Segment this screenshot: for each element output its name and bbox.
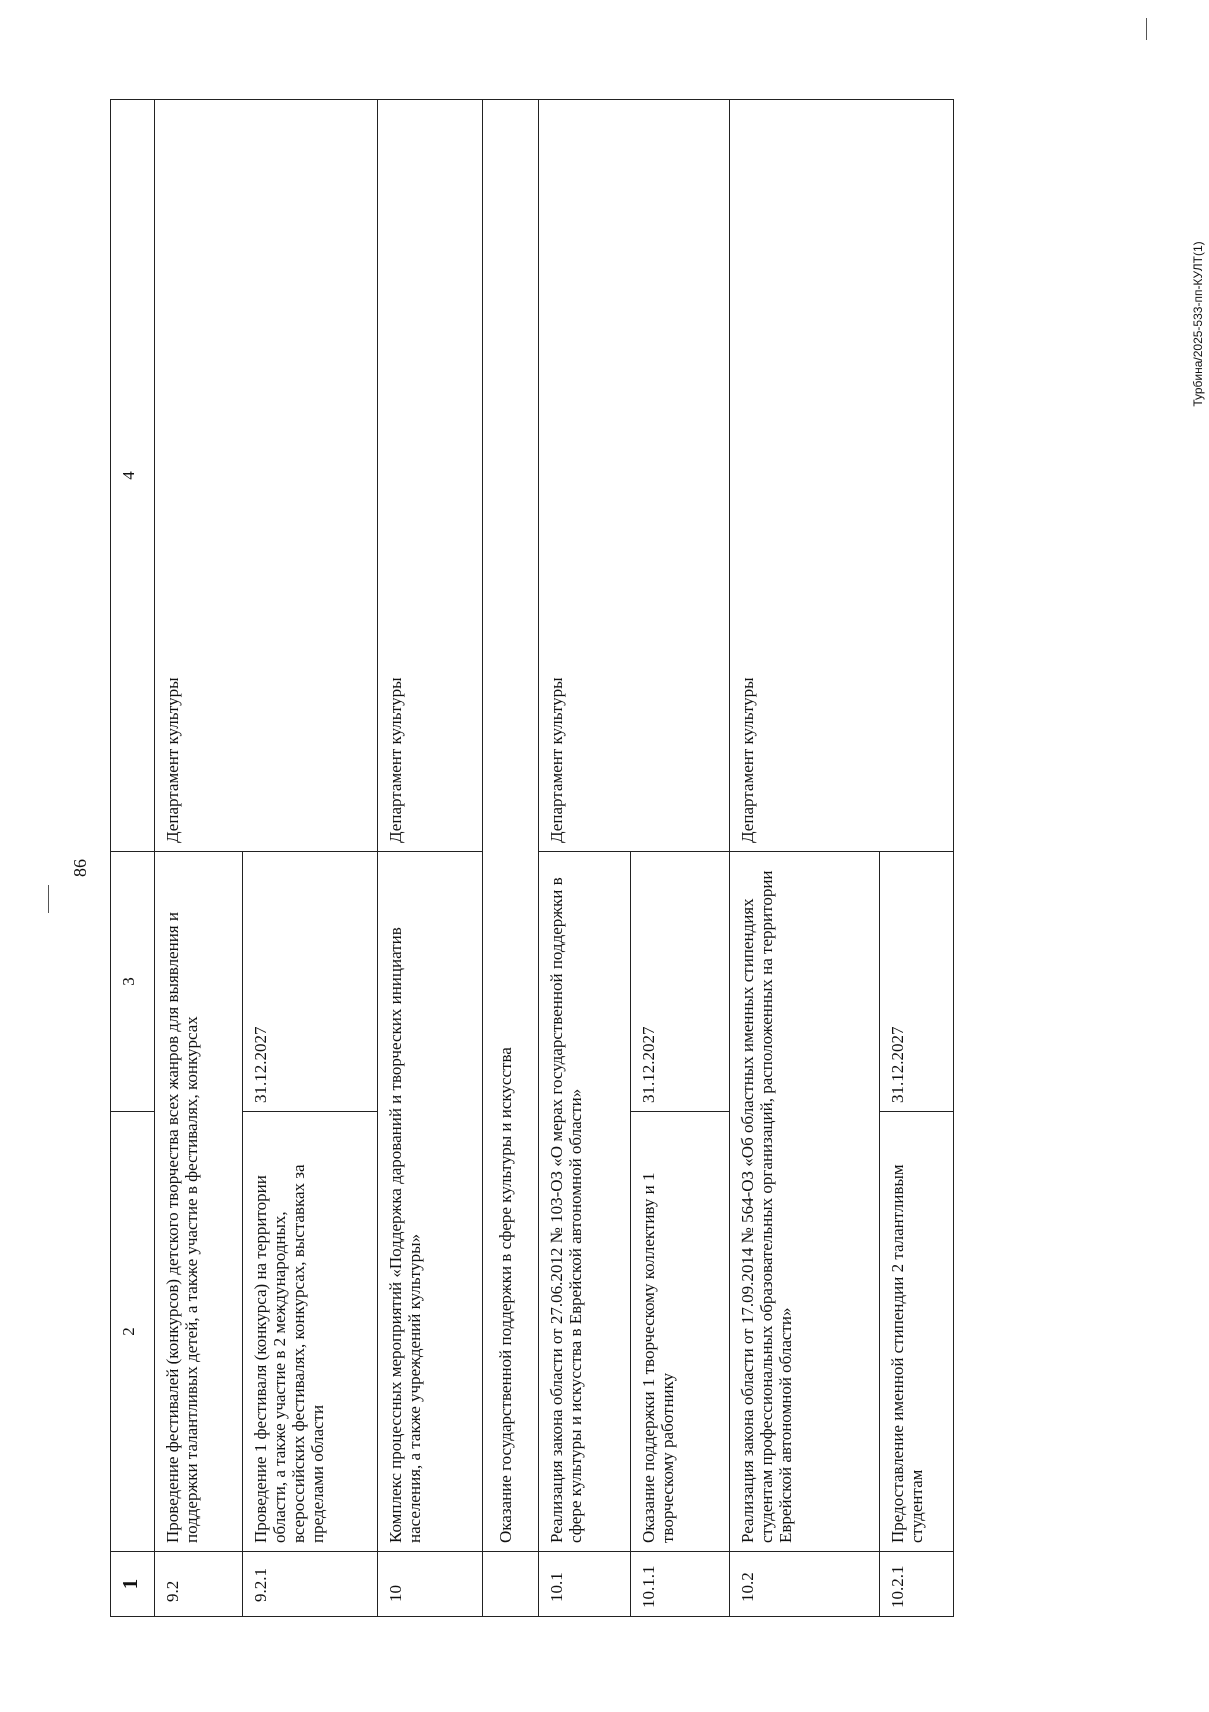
row-date: 31.12.2027: [631, 852, 730, 1112]
table-row: [378, 100, 483, 1617]
scan-mark-left: [48, 885, 49, 913]
header-col-2: 2: [111, 1112, 155, 1552]
header-col-3: 3: [111, 852, 155, 1112]
header-col-1: 1: [111, 1552, 155, 1617]
row-text: Реализация закона области от 17.09.2014 № 564-ОЗ «Об областных именных стипендиях студентам профессиональных образовательных организаций, расположенных на территории Еврейской автономной области»: [730, 852, 880, 1552]
row-department: Департамент культуры: [730, 100, 954, 852]
row-department: Департамент культуры: [155, 100, 378, 852]
section-heading-row: [483, 100, 539, 1617]
row-number: 10.1: [539, 1552, 631, 1617]
row-text: Предоставление именной стипендии 2 талантливым студентам: [880, 1112, 954, 1552]
row-text: Реализация закона области от 27.06.2012 № 103-ОЗ «О мерах государственной поддержки в сфере культуры и искусства в Еврейской автономной области»: [539, 852, 631, 1552]
scan-mark-top: [1146, 18, 1147, 40]
table-header-row: [111, 100, 155, 1617]
rotated-document: [110, 100, 1053, 1617]
header-col-4: 4: [111, 100, 155, 852]
table-row: [155, 100, 243, 1617]
row-number: 10.1.1: [631, 1552, 730, 1617]
page-number: 86: [70, 859, 90, 877]
row-text: Проведение фестивалей (конкурсов) детского творчества всех жанров для выявления и поддержки талантливых детей, а также участие в фестивалях, конкурсах: [155, 852, 243, 1552]
activities-table: [110, 99, 954, 1617]
row-date: 31.12.2027: [243, 852, 378, 1112]
section-heading: Оказание государственной поддержки в сфере культуры и искусства: [483, 100, 539, 1552]
row-text: Комплекс процессных мероприятий «Поддержка дарований и творческих инициатив населения, а также учреждений культуры»: [378, 852, 483, 1552]
row-department: Департамент культуры: [539, 100, 730, 852]
row-text: Оказание поддержки 1 творческому коллективу и 1 творческому работнику: [631, 1112, 730, 1552]
table-row: [730, 100, 880, 1617]
row-number: 9.2: [155, 1552, 243, 1617]
row-text: Проведение 1 фестиваля (конкурса) на территории области, а также участие в 2 международных, всероссийских фестивалях, конкурсах, выставках за пределами области: [243, 1112, 378, 1552]
row-date: 31.12.2027: [880, 852, 954, 1112]
row-number: 10.2.1: [880, 1552, 954, 1617]
row-number: 10.2: [730, 1552, 880, 1617]
row-number: 9.2.1: [243, 1552, 378, 1617]
row-number: 10: [378, 1552, 483, 1617]
row-department: Департамент культуры: [378, 100, 483, 852]
document-footer-code: Турбина/2025-533-пп-КУЛТ(1): [1191, 241, 1205, 407]
table-row: [539, 100, 631, 1617]
row-number: [483, 1552, 539, 1617]
